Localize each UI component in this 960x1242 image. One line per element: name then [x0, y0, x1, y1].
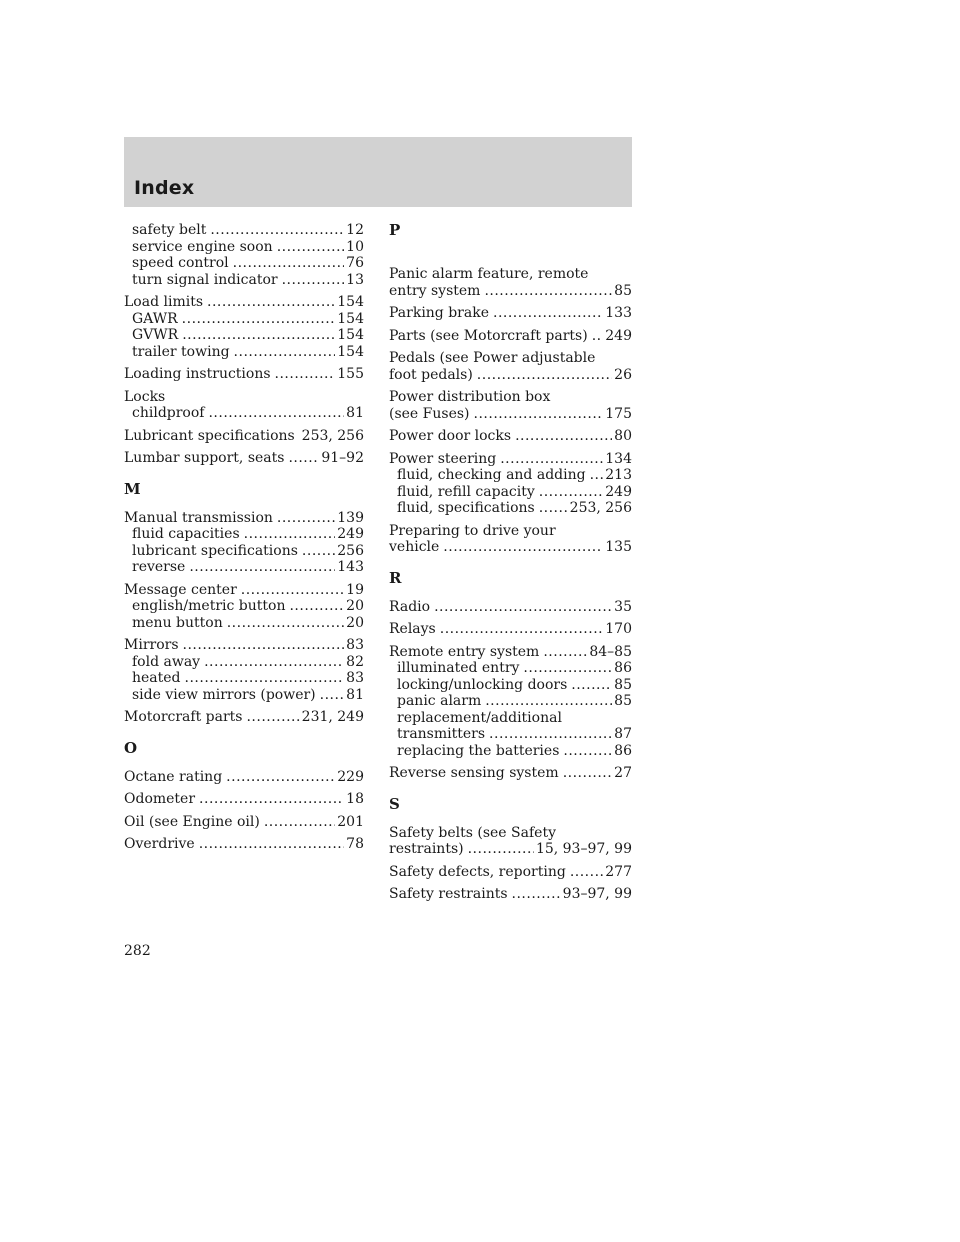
dot-leader [489, 726, 612, 743]
dot-leader [500, 451, 603, 468]
dot-leader [199, 791, 344, 808]
index-heading-line: Locks [124, 388, 166, 405]
index-entry-term: Radio [389, 598, 431, 615]
index-entry-term: Lubricant specifications [124, 427, 295, 444]
index-entry-term: side view mirrors (power) [132, 686, 316, 703]
index-entry [389, 283, 632, 300]
dot-leader [563, 743, 612, 760]
index-entry-page: 256 [337, 542, 364, 559]
dot-leader [592, 328, 604, 345]
index-entry-term: trailer towing [132, 343, 230, 360]
index-entry-term: childproof [132, 405, 205, 421]
dot-leader [484, 283, 612, 300]
index-entry-page: 91–92 [321, 450, 364, 466]
index-heading-line: Pedals (see Power adjustable [389, 350, 596, 366]
index-entry [389, 693, 632, 710]
index-entry [389, 305, 632, 322]
index-entry-page: 78 [346, 836, 364, 852]
index-entry [124, 598, 364, 615]
section-letter: O [124, 738, 138, 757]
index-entry-page: 133 [605, 305, 632, 321]
dot-leader [468, 841, 534, 858]
index-entry-page: 85 [614, 676, 632, 693]
index-entry-page: 83 [346, 670, 364, 686]
index-entry-page: 35 [614, 598, 632, 615]
dot-leader [264, 814, 335, 831]
index-entry-page: 253, 256 [301, 427, 364, 444]
index-entry-term: menu button [132, 614, 223, 631]
index-entry [389, 677, 632, 694]
index-entry [389, 328, 632, 345]
index-entry-page: 213 [605, 467, 632, 483]
dot-leader [571, 677, 612, 694]
index-entry-term: turn signal indicator [132, 271, 278, 288]
index-entry [389, 428, 632, 445]
index-entry [389, 406, 632, 423]
index-entry-page: 143 [337, 559, 364, 575]
index-entry-page: 87 [614, 726, 632, 742]
index-entry-page: 76 [346, 255, 364, 271]
index-entry-term: fold away [132, 653, 201, 670]
index-entry-page: 154 [337, 294, 364, 310]
dot-leader [226, 769, 335, 786]
index-entry-page: 13 [346, 271, 364, 288]
dot-leader [440, 621, 604, 638]
dot-leader [182, 311, 336, 328]
index-entry-page: 80 [614, 428, 632, 444]
index-entry [124, 543, 364, 560]
index-entry-page: 229 [337, 768, 364, 785]
dot-leader [302, 543, 335, 560]
index-entry-term: Remote entry system [389, 643, 540, 660]
index-entry [124, 405, 364, 422]
index-entry [124, 366, 364, 383]
dot-leader [570, 864, 603, 881]
dot-leader [289, 598, 344, 615]
index-heading-line: Safety belts (see Safety [389, 824, 556, 841]
index-entry-page: 86 [614, 660, 632, 676]
index-entry-term: safety belt [132, 222, 207, 238]
dot-leader [299, 428, 300, 445]
index-entry [124, 559, 364, 576]
dot-leader [277, 239, 344, 256]
index-entry-term: illuminated entry [397, 660, 520, 676]
index-entry-page: 93–97, 99 [562, 886, 632, 902]
index-entry-page: 231, 249 [301, 709, 364, 725]
index-entry-term: Mirrors [124, 637, 179, 653]
index-entry-page: 154 [337, 310, 364, 327]
page-number: 282 [124, 943, 151, 959]
index-entry-page: 20 [346, 614, 364, 631]
index-entry-page: 18 [346, 791, 364, 807]
index-entry [124, 311, 364, 328]
index-header-band [124, 137, 632, 207]
index-entry-term: Safety restraints [389, 886, 508, 902]
index-entry-term: speed control [132, 255, 229, 271]
index-entry-page: 253, 256 [569, 500, 632, 516]
index-entry-page: 15, 93–97, 99 [535, 841, 632, 857]
dot-leader [241, 582, 344, 599]
index-entry [124, 709, 364, 726]
index-entry-page: 12 [346, 222, 364, 238]
index-entry-term: GVWR [132, 327, 179, 343]
index-entry [389, 484, 632, 501]
dot-leader [207, 294, 335, 311]
index-entry-term: Load limits [124, 294, 204, 310]
index-entry-page: 154 [337, 327, 364, 343]
index-entry-term: Parking brake [389, 305, 489, 321]
index-entry [124, 222, 364, 239]
index-column-left [124, 222, 364, 853]
index-entry [124, 687, 364, 704]
index-entry [389, 467, 632, 484]
dot-leader [189, 559, 335, 576]
index-entry-page: 26 [614, 366, 632, 383]
index-entry-page: 139 [337, 509, 364, 526]
index-entry-term: Lumbar support, seats [124, 450, 285, 466]
index-entry [124, 836, 364, 853]
index-entry-term: Oil (see Engine oil) [124, 813, 260, 830]
dot-leader [512, 886, 561, 903]
index-entry-term: Octane rating [124, 768, 223, 785]
index-entry-term: Loading instructions [124, 366, 271, 382]
index-entry-page: 81 [346, 686, 364, 703]
dot-leader [288, 450, 319, 467]
index-entry [389, 599, 632, 616]
index-entry [124, 510, 364, 527]
index-entry-term: Power steering [389, 450, 497, 467]
dot-leader [282, 272, 345, 289]
dot-leader [474, 406, 604, 423]
dot-leader [204, 654, 344, 671]
index-entry [389, 644, 632, 661]
index-entry [389, 864, 632, 881]
index-entry [389, 726, 632, 743]
index-entry-term: Power door locks [389, 428, 512, 444]
index-entry-page: 155 [337, 366, 364, 382]
dot-leader [277, 510, 335, 527]
dot-leader [477, 367, 612, 384]
index-entry [389, 660, 632, 677]
index-entry-page: 27 [614, 765, 632, 781]
index-entry-page: 134 [605, 450, 632, 467]
index-entry [124, 814, 364, 831]
dot-leader [233, 255, 345, 272]
dot-leader [199, 836, 344, 853]
index-entry-page: 86 [614, 742, 632, 759]
index-entry [124, 615, 364, 632]
dot-leader [182, 327, 335, 344]
index-entry-term: Relays [389, 621, 436, 637]
index-heading-line: Panic alarm feature, remote [389, 266, 589, 282]
dot-leader [543, 644, 587, 661]
index-entry-term: Motorcraft parts [124, 709, 243, 725]
index-entry [124, 637, 364, 654]
index-entry-page: 201 [337, 813, 364, 830]
index-entry [124, 294, 364, 311]
dot-leader [275, 366, 336, 383]
index-entry-term: Parts (see Motorcraft parts) [389, 327, 588, 344]
dot-leader [227, 615, 344, 632]
section-letter: R [389, 568, 402, 587]
index-entry-term: restraints) [389, 841, 464, 857]
dot-leader [539, 484, 604, 501]
index-heading-line: Power distribution box [389, 389, 551, 405]
index-entry-page: 10 [346, 238, 364, 255]
dot-leader [183, 637, 345, 654]
index-column-right [389, 222, 632, 903]
index-entry-term: replacing the batteries [397, 742, 560, 759]
index-entry-term: fluid capacities [132, 526, 240, 542]
index-entry-page: 135 [605, 539, 632, 555]
index-entry-term: Overdrive [124, 836, 195, 852]
index-entry-term: reverse [132, 559, 186, 575]
index-entry [389, 621, 632, 638]
index-entry [389, 886, 632, 903]
index-entry [124, 239, 364, 256]
index-entry-term: fluid, specifications [397, 500, 535, 516]
index-entry-page: 277 [605, 863, 632, 880]
index-entry-term: Reverse sensing system [389, 765, 559, 781]
dot-leader [185, 670, 345, 687]
index-entry-term: GAWR [132, 310, 178, 327]
index-entry-page: 170 [605, 621, 632, 637]
index-entry-page: 85 [614, 282, 632, 299]
index-entry-term: Safety defects, reporting [389, 863, 566, 880]
dot-leader [563, 765, 612, 782]
index-entry [124, 344, 364, 361]
dot-leader [234, 344, 336, 361]
index-entry-term: locking/unlocking doors [397, 676, 568, 693]
index-entry-term: service engine soon [132, 238, 273, 255]
index-entry-term: panic alarm [397, 693, 482, 709]
index-entry-term: english/metric button [132, 598, 286, 614]
index-entry [389, 500, 632, 517]
dot-leader [443, 539, 603, 556]
index-entry [124, 327, 364, 344]
index-entry-term: entry system [389, 282, 481, 299]
dot-leader [515, 428, 612, 445]
dot-leader [434, 599, 612, 616]
index-entry [124, 791, 364, 808]
index-entry-page: 82 [346, 653, 364, 670]
section-letter: M [124, 479, 141, 498]
dot-leader [485, 693, 612, 710]
index-entry [124, 526, 364, 543]
index-entry [124, 272, 364, 289]
index-entry-term: transmitters [397, 726, 486, 742]
index-entry-term: foot pedals) [389, 366, 473, 383]
index-entry [124, 428, 364, 445]
index-entry-page: 154 [337, 343, 364, 360]
index-entry [124, 450, 364, 467]
index-entry [389, 367, 632, 384]
index-entry [389, 765, 632, 782]
index-entry-term: fluid, refill capacity [397, 483, 535, 500]
index-heading-line: Preparing to drive your [389, 522, 556, 539]
index-entry-page: 84–85 [589, 643, 632, 660]
index-entry [124, 582, 364, 599]
index-entry-term: heated [132, 670, 181, 686]
dot-leader [493, 305, 603, 322]
index-entry-page: 249 [337, 526, 364, 542]
index-entry-term: Manual transmission [124, 509, 273, 526]
index-entry-page: 85 [614, 693, 632, 709]
index-entry-term: Message center [124, 581, 237, 598]
dot-leader [523, 660, 612, 677]
index-entry-page: 19 [346, 581, 364, 598]
index-entry-page: 249 [605, 483, 632, 500]
dot-leader [210, 222, 344, 239]
dot-leader [208, 405, 344, 422]
index-entry [389, 743, 632, 760]
index-entry-page: 175 [605, 405, 632, 422]
index-entry-page: 81 [346, 405, 364, 421]
dot-leader [590, 467, 604, 484]
index-entry-page: 83 [346, 637, 364, 653]
section-letter: S [389, 794, 400, 813]
index-entry [124, 654, 364, 671]
index-entry-term: lubricant specifications [132, 542, 298, 559]
index-heading-line: replacement/additional [397, 709, 562, 726]
index-entry-term: fluid, checking and adding [397, 467, 586, 483]
index-entry [124, 255, 364, 272]
dot-leader [246, 709, 299, 726]
dot-leader [320, 687, 345, 704]
index-entry [389, 841, 632, 858]
index-entry-term: vehicle [389, 539, 440, 555]
index-entry-page: 20 [346, 598, 364, 614]
section-letter: P [389, 221, 401, 239]
dot-leader [539, 500, 568, 517]
page-title: Index [134, 177, 195, 199]
index-entry-page: 249 [605, 327, 632, 344]
index-entry [389, 451, 632, 468]
dot-leader [244, 526, 336, 543]
index-entry-term: Odometer [124, 791, 196, 807]
index-entry [389, 539, 632, 556]
index-entry [124, 769, 364, 786]
index-entry-term: (see Fuses) [389, 405, 470, 422]
index-entry [124, 670, 364, 687]
